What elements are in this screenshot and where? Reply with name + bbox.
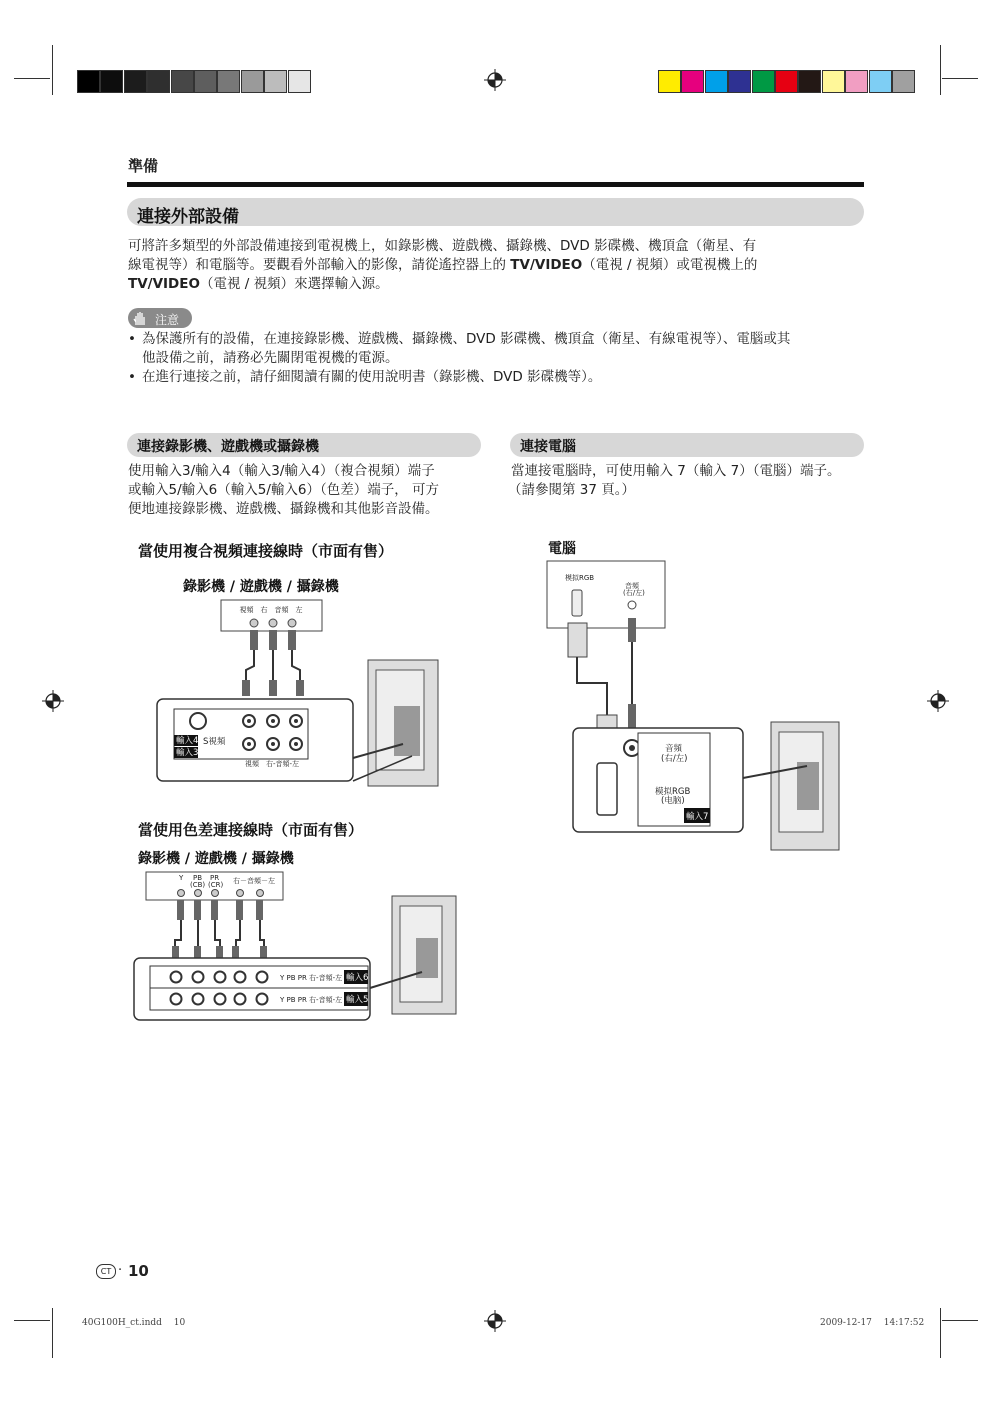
composite-connection-diagram [150, 596, 450, 796]
pc-heading: 電腦 [548, 541, 576, 557]
left-section-text: 便地連接錄影機、遊戲機、攝錄機和其他影音設備。 [128, 501, 439, 517]
color-swatch [77, 70, 100, 93]
left-section-title: 連接錄影機、遊戲機或攝錄機 [137, 439, 319, 455]
intro-line-1: 可將許多類型的外部設備連接到電視機上，如錄影機、遊戲機、攝錄機、DVD 影碟機、機頂盒（衛星、有 [128, 238, 757, 254]
color-swatch [681, 70, 704, 93]
color-swatch [194, 70, 217, 93]
device-jack-labels: 視頻 右 音頻 左 [239, 606, 303, 614]
crop-mark [942, 1320, 978, 1321]
registration-target-icon [927, 690, 949, 712]
tv-rgb-sub-label: (电脑) [661, 796, 685, 806]
page-title: 連接外部設備 [137, 207, 239, 227]
panel-in3-label: 輸入3 [176, 748, 199, 758]
component-connection-diagram [130, 868, 460, 1024]
color-swatch [892, 70, 915, 93]
comp-audio-label: 右－音頻－左 [233, 877, 275, 885]
intro-line-3: TV/VIDEO（電視 / 視頻）來選擇輸入源。 [128, 276, 389, 292]
crop-mark [14, 78, 50, 79]
color-swatch [869, 70, 892, 93]
section-label: 準備 [128, 157, 159, 175]
comp-pr-label: PR [210, 874, 220, 882]
left-section-text: 使用輸入3/輸入4（輸入3/輸入4）（複合視頻）端子 [128, 463, 435, 479]
footer-timestamp: 2009-12-17 14:17:52 [820, 1318, 925, 1328]
comp-in6-label: 輸入6 [346, 973, 369, 983]
caution-item-text: 在進行連接之前，請仔細閱讀有關的使用說明書（錄影機、DVD 影碟機等）。 [142, 369, 602, 385]
color-swatch [171, 70, 194, 93]
color-swatch [217, 70, 240, 93]
pc-rgb-label: 模拟RGB [565, 574, 595, 582]
color-swatch [822, 70, 845, 93]
caution-item: • [128, 331, 136, 347]
color-swatch [752, 70, 775, 93]
comp-cr-label: (CR) [208, 881, 224, 889]
intro-line-2: 線電視等）和電腦等。要觀看外部輸入的影像，請從遙控器上的 TV/VIDEO（電視 / 視頻）或電視機上的 [128, 257, 758, 273]
crop-mark [940, 45, 941, 95]
comp-row-label: Y PB PR 右-音頻-左 [280, 996, 343, 1004]
caution-label: 注意 [155, 313, 180, 327]
comp-row-label: Y PB PR 右-音頻-左 [280, 974, 343, 982]
right-section-title: 連接電腦 [520, 439, 576, 455]
pc-audio-sub-label: (右/左) [623, 589, 645, 597]
comp-in5-label: 輸入5 [346, 995, 369, 1005]
panel-svideo-label: S視頻 [203, 737, 226, 747]
registration-target-icon [42, 690, 64, 712]
tv-in7-label: 輸入7 [686, 812, 709, 822]
caution-item: • [128, 369, 136, 385]
color-swatch [100, 70, 123, 93]
registration-target-icon [484, 69, 506, 91]
page-number-separator: · [118, 1263, 123, 1278]
crop-mark [52, 45, 53, 95]
color-swatch [705, 70, 728, 93]
tv-rgb-label: 模拟RGB [655, 787, 691, 797]
section-divider [127, 182, 864, 187]
caution-badge [128, 308, 192, 328]
panel-bottom-labels: 視頻 右-音頻-左 [245, 760, 300, 768]
tv-audio-sub-label: (右/左) [661, 754, 688, 764]
comp-y-label: Y [179, 874, 184, 882]
caution-item-text: 他設備之前，請務必先關閉電視機的電源。 [142, 350, 399, 366]
pc-connection-diagram [545, 558, 845, 858]
component-heading: 當使用色差連接線時（市面有售） [138, 821, 364, 839]
caution-item-text: 為保護所有的設備，在連接錄影機、遊戲機、攝錄機、DVD 影碟機、機頂盒（衛星、有線電視等）、電腦或其 [142, 331, 791, 347]
composite-device-label: 錄影機 / 遊戲機 / 攝錄機 [183, 579, 339, 595]
color-swatch [728, 70, 751, 93]
color-swatch [798, 70, 821, 93]
left-section-text: 或輸入5/輸入6（輸入5/輸入6）（色差）端子， 可方 [128, 482, 439, 498]
color-swatch [288, 70, 311, 93]
tv-audio-label: 音頻 [665, 744, 683, 754]
crop-mark [942, 78, 978, 79]
color-swatch [775, 70, 798, 93]
crop-mark [52, 1308, 53, 1358]
language-badge: CT [96, 1264, 116, 1279]
color-swatch [241, 70, 264, 93]
color-swatch [147, 70, 170, 93]
comp-cb-label: (CB) [190, 881, 206, 889]
pc-audio-label: 音頻 [625, 582, 639, 590]
component-device-label: 錄影機 / 遊戲機 / 攝錄機 [138, 851, 294, 867]
page-number: 10 [128, 1262, 149, 1280]
footer-filename: 40G100H_ct.indd 10 [82, 1318, 186, 1328]
panel-in4-label: 輸入4 [176, 736, 199, 746]
crop-mark [14, 1320, 50, 1321]
hand-caution-icon [132, 310, 148, 326]
color-swatch [845, 70, 868, 93]
composite-heading: 當使用複合視頻連接線時（市面有售） [138, 542, 394, 560]
color-swatch [658, 70, 681, 93]
color-swatch [124, 70, 147, 93]
registration-target-icon [484, 1310, 506, 1332]
comp-pb-label: PB [193, 874, 203, 882]
color-swatch [264, 70, 287, 93]
right-section-text: 當連接電腦時，可使用輸入 7（輸入 7）（電腦）端子。 [511, 463, 841, 479]
right-section-text: （請參閱第 37 頁。） [508, 482, 636, 498]
crop-mark [940, 1308, 941, 1358]
